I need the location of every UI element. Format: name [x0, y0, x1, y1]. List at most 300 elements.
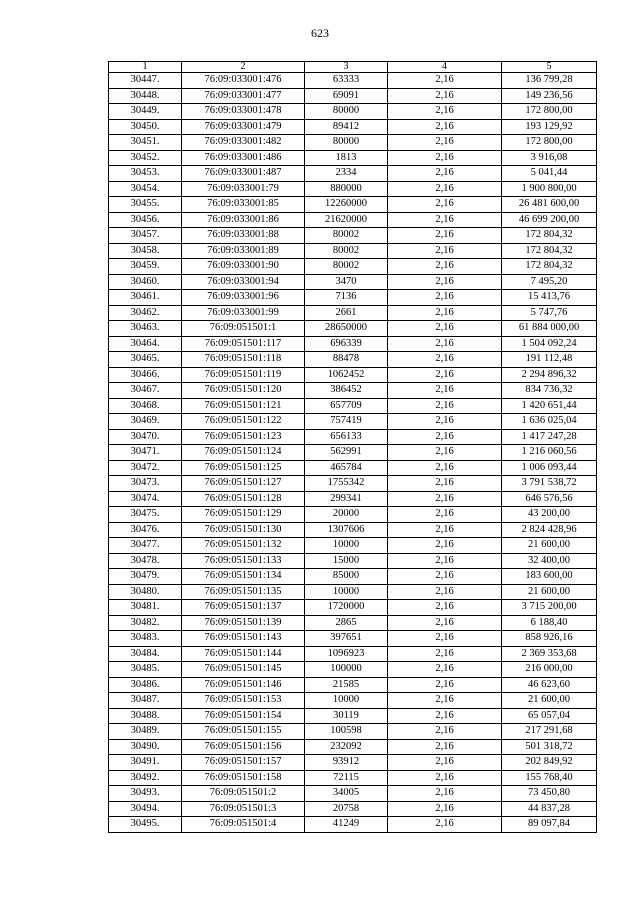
row-number-cell: 30475. [109, 507, 182, 523]
row-number-cell: 30479. [109, 569, 182, 585]
table-row [109, 445, 597, 461]
value-cell: 7 495,20 [502, 274, 597, 290]
rate-cell: 2,16 [388, 104, 502, 120]
area-cell: 757419 [305, 414, 388, 430]
row-number-cell: 30451. [109, 135, 182, 151]
rate-cell: 2,16 [388, 786, 502, 802]
column-header-5: 5 [502, 62, 597, 73]
row-number-cell: 30447. [109, 73, 182, 89]
row-number-cell: 30473. [109, 476, 182, 492]
cadastral-number-cell: 76:09:051501:130 [182, 522, 305, 538]
area-cell: 34005 [305, 786, 388, 802]
cadastral-number-cell: 76:09:033001:478 [182, 104, 305, 120]
row-number-cell: 30448. [109, 88, 182, 104]
area-cell: 41249 [305, 817, 388, 833]
rate-cell: 2,16 [388, 615, 502, 631]
cadastral-number-cell: 76:09:033001:79 [182, 181, 305, 197]
area-cell: 80002 [305, 259, 388, 275]
cadastral-number-cell: 76:09:051501:118 [182, 352, 305, 368]
cadastral-number-cell: 76:09:051501:156 [182, 739, 305, 755]
row-number-cell: 30460. [109, 274, 182, 290]
cadastral-number-cell: 76:09:051501:146 [182, 677, 305, 693]
row-number-cell: 30461. [109, 290, 182, 306]
row-number-cell: 30490. [109, 739, 182, 755]
table-row [109, 615, 597, 631]
area-cell: 100000 [305, 662, 388, 678]
area-cell: 20758 [305, 801, 388, 817]
area-cell: 10000 [305, 584, 388, 600]
value-cell: 44 837,28 [502, 801, 597, 817]
table-row [109, 646, 597, 662]
table-row [109, 398, 597, 414]
rate-cell: 2,16 [388, 228, 502, 244]
value-cell: 183 600,00 [502, 569, 597, 585]
value-cell: 172 804,32 [502, 243, 597, 259]
area-cell: 1307606 [305, 522, 388, 538]
rate-cell: 2,16 [388, 662, 502, 678]
value-cell: 136 799,28 [502, 73, 597, 89]
value-cell: 2 824 428,96 [502, 522, 597, 538]
area-cell: 80000 [305, 104, 388, 120]
rate-cell: 2,16 [388, 755, 502, 771]
table-row [109, 228, 597, 244]
row-number-cell: 30491. [109, 755, 182, 771]
table-row [109, 600, 597, 616]
row-number-cell: 30486. [109, 677, 182, 693]
value-cell: 1 216 060,56 [502, 445, 597, 461]
area-cell: 89412 [305, 119, 388, 135]
table-row [109, 786, 597, 802]
value-cell: 858 926,16 [502, 631, 597, 647]
table-row [109, 336, 597, 352]
area-cell: 28650000 [305, 321, 388, 337]
cadastral-number-cell: 76:09:051501:143 [182, 631, 305, 647]
table-row [109, 739, 597, 755]
row-number-cell: 30495. [109, 817, 182, 833]
table-row [109, 414, 597, 430]
row-number-cell: 30481. [109, 600, 182, 616]
table-row [109, 150, 597, 166]
row-number-cell: 30480. [109, 584, 182, 600]
area-cell: 657709 [305, 398, 388, 414]
rate-cell: 2,16 [388, 197, 502, 213]
table-row [109, 104, 597, 120]
area-cell: 1813 [305, 150, 388, 166]
table-row [109, 662, 597, 678]
value-cell: 155 768,40 [502, 770, 597, 786]
cadastral-number-cell: 76:09:051501:137 [182, 600, 305, 616]
area-cell: 880000 [305, 181, 388, 197]
value-cell: 217 291,68 [502, 724, 597, 740]
value-cell: 172 804,32 [502, 228, 597, 244]
cadastral-number-cell: 76:09:033001:85 [182, 197, 305, 213]
area-cell: 80002 [305, 228, 388, 244]
value-cell: 1 504 092,24 [502, 336, 597, 352]
value-cell: 21 600,00 [502, 584, 597, 600]
cadastral-number-cell: 76:09:033001:86 [182, 212, 305, 228]
row-number-cell: 30449. [109, 104, 182, 120]
cadastral-number-cell: 76:09:051501:124 [182, 445, 305, 461]
area-cell: 85000 [305, 569, 388, 585]
area-cell: 299341 [305, 491, 388, 507]
value-cell: 172 804,32 [502, 259, 597, 275]
table-row [109, 259, 597, 275]
table-row [109, 569, 597, 585]
value-cell: 5 747,76 [502, 305, 597, 321]
cadastral-number-cell: 76:09:051501:144 [182, 646, 305, 662]
row-number-cell: 30467. [109, 383, 182, 399]
rate-cell: 2,16 [388, 569, 502, 585]
cadastral-number-cell: 76:09:051501:1 [182, 321, 305, 337]
rate-cell: 2,16 [388, 166, 502, 182]
value-cell: 216 000,00 [502, 662, 597, 678]
rate-cell: 2,16 [388, 677, 502, 693]
rate-cell: 2,16 [388, 553, 502, 569]
cadastral-number-cell: 76:09:051501:139 [182, 615, 305, 631]
value-cell: 89 097,84 [502, 817, 597, 833]
row-number-cell: 30466. [109, 367, 182, 383]
rate-cell: 2,16 [388, 600, 502, 616]
rate-cell: 2,16 [388, 429, 502, 445]
rate-cell: 2,16 [388, 274, 502, 290]
table-row [109, 212, 597, 228]
row-number-cell: 30452. [109, 150, 182, 166]
area-cell: 88478 [305, 352, 388, 368]
cadastral-number-cell: 76:09:051501:123 [182, 429, 305, 445]
column-header-2: 2 [182, 62, 305, 73]
cadastral-number-cell: 76:09:033001:476 [182, 73, 305, 89]
table-row [109, 197, 597, 213]
area-cell: 2661 [305, 305, 388, 321]
value-cell: 5 041,44 [502, 166, 597, 182]
table-row [109, 801, 597, 817]
data-table [108, 61, 597, 833]
rate-cell: 2,16 [388, 259, 502, 275]
row-number-cell: 30469. [109, 414, 182, 430]
row-number-cell: 30488. [109, 708, 182, 724]
table-row [109, 181, 597, 197]
row-number-cell: 30489. [109, 724, 182, 740]
rate-cell: 2,16 [388, 724, 502, 740]
rate-cell: 2,16 [388, 290, 502, 306]
row-number-cell: 30468. [109, 398, 182, 414]
table-row [109, 538, 597, 554]
table-row [109, 677, 597, 693]
row-number-cell: 30476. [109, 522, 182, 538]
value-cell: 6 188,40 [502, 615, 597, 631]
value-cell: 149 236,56 [502, 88, 597, 104]
cadastral-number-cell: 76:09:033001:90 [182, 259, 305, 275]
rate-cell: 2,16 [388, 584, 502, 600]
value-cell: 2 369 353,68 [502, 646, 597, 662]
row-number-cell: 30477. [109, 538, 182, 554]
rate-cell: 2,16 [388, 522, 502, 538]
value-cell: 1 417 247,28 [502, 429, 597, 445]
row-number-cell: 30454. [109, 181, 182, 197]
row-number-cell: 30458. [109, 243, 182, 259]
row-number-cell: 30485. [109, 662, 182, 678]
cadastral-number-cell: 76:09:051501:145 [182, 662, 305, 678]
value-cell: 646 576,56 [502, 491, 597, 507]
rate-cell: 2,16 [388, 367, 502, 383]
value-cell: 61 884 000,00 [502, 321, 597, 337]
table-row [109, 724, 597, 740]
value-cell: 3 715 200,00 [502, 600, 597, 616]
area-cell: 1720000 [305, 600, 388, 616]
table-row [109, 305, 597, 321]
cadastral-number-cell: 76:09:051501:135 [182, 584, 305, 600]
table-row [109, 166, 597, 182]
rate-cell: 2,16 [388, 150, 502, 166]
area-cell: 30119 [305, 708, 388, 724]
value-cell: 26 481 600,00 [502, 197, 597, 213]
cadastral-number-cell: 76:09:033001:94 [182, 274, 305, 290]
rate-cell: 2,16 [388, 708, 502, 724]
table-row [109, 119, 597, 135]
value-cell: 202 849,92 [502, 755, 597, 771]
row-number-cell: 30484. [109, 646, 182, 662]
rate-cell: 2,16 [388, 181, 502, 197]
cadastral-number-cell: 76:09:051501:158 [182, 770, 305, 786]
rate-cell: 2,16 [388, 383, 502, 399]
rate-cell: 2,16 [388, 476, 502, 492]
cadastral-number-cell: 76:09:051501:129 [182, 507, 305, 523]
value-cell: 2 294 896,32 [502, 367, 597, 383]
area-cell: 7136 [305, 290, 388, 306]
value-cell: 191 112,48 [502, 352, 597, 368]
table-row [109, 367, 597, 383]
area-cell: 2865 [305, 615, 388, 631]
rate-cell: 2,16 [388, 352, 502, 368]
area-cell: 1755342 [305, 476, 388, 492]
area-cell: 386452 [305, 383, 388, 399]
cadastral-number-cell: 76:09:051501:132 [182, 538, 305, 554]
row-number-cell: 30492. [109, 770, 182, 786]
table-row [109, 290, 597, 306]
area-cell: 1062452 [305, 367, 388, 383]
value-cell: 21 600,00 [502, 538, 597, 554]
rate-cell: 2,16 [388, 321, 502, 337]
cadastral-number-cell: 76:09:051501:128 [182, 491, 305, 507]
value-cell: 15 413,76 [502, 290, 597, 306]
cadastral-number-cell: 76:09:051501:119 [182, 367, 305, 383]
cadastral-number-cell: 76:09:033001:89 [182, 243, 305, 259]
column-header-4: 4 [388, 62, 502, 73]
value-cell: 3 791 538,72 [502, 476, 597, 492]
cadastral-number-cell: 76:09:033001:482 [182, 135, 305, 151]
value-cell: 73 450,80 [502, 786, 597, 802]
area-cell: 21620000 [305, 212, 388, 228]
cadastral-number-cell: 76:09:033001:88 [182, 228, 305, 244]
cadastral-number-cell: 76:09:051501:4 [182, 817, 305, 833]
value-cell: 1 006 093,44 [502, 460, 597, 476]
area-cell: 15000 [305, 553, 388, 569]
rate-cell: 2,16 [388, 305, 502, 321]
column-header-1: 1 [109, 62, 182, 73]
table-row [109, 770, 597, 786]
rate-cell: 2,16 [388, 631, 502, 647]
cadastral-number-cell: 76:09:051501:127 [182, 476, 305, 492]
row-number-cell: 30455. [109, 197, 182, 213]
table-row [109, 460, 597, 476]
cadastral-number-cell: 76:09:051501:2 [182, 786, 305, 802]
row-number-cell: 30483. [109, 631, 182, 647]
rate-cell: 2,16 [388, 739, 502, 755]
value-cell: 172 800,00 [502, 135, 597, 151]
value-cell: 43 200,00 [502, 507, 597, 523]
table-row [109, 476, 597, 492]
area-cell: 69091 [305, 88, 388, 104]
rate-cell: 2,16 [388, 243, 502, 259]
table-row [109, 584, 597, 600]
table-row [109, 631, 597, 647]
rate-cell: 2,16 [388, 507, 502, 523]
table-row [109, 553, 597, 569]
rate-cell: 2,16 [388, 801, 502, 817]
cadastral-number-cell: 76:09:051501:122 [182, 414, 305, 430]
cadastral-number-cell: 76:09:051501:153 [182, 693, 305, 709]
cadastral-number-cell: 76:09:051501:133 [182, 553, 305, 569]
value-cell: 46 699 200,00 [502, 212, 597, 228]
rate-cell: 2,16 [388, 414, 502, 430]
table-row [109, 135, 597, 151]
row-number-cell: 30470. [109, 429, 182, 445]
table-body [109, 73, 597, 833]
cadastral-number-cell: 76:09:033001:96 [182, 290, 305, 306]
cadastral-number-cell: 76:09:033001:486 [182, 150, 305, 166]
table-row [109, 321, 597, 337]
table-row [109, 755, 597, 771]
rate-cell: 2,16 [388, 538, 502, 554]
row-number-cell: 30453. [109, 166, 182, 182]
table-row [109, 817, 597, 833]
table-row [109, 383, 597, 399]
row-number-cell: 30482. [109, 615, 182, 631]
area-cell: 20000 [305, 507, 388, 523]
rate-cell: 2,16 [388, 212, 502, 228]
cadastral-number-cell: 76:09:051501:121 [182, 398, 305, 414]
rate-cell: 2,16 [388, 770, 502, 786]
rate-cell: 2,16 [388, 398, 502, 414]
area-cell: 2334 [305, 166, 388, 182]
value-cell: 46 623,60 [502, 677, 597, 693]
cadastral-number-cell: 76:09:051501:117 [182, 336, 305, 352]
cadastral-number-cell: 76:09:033001:479 [182, 119, 305, 135]
area-cell: 80002 [305, 243, 388, 259]
table-row [109, 352, 597, 368]
table-row [109, 708, 597, 724]
cadastral-number-cell: 76:09:033001:487 [182, 166, 305, 182]
value-cell: 834 736,32 [502, 383, 597, 399]
value-cell: 1 420 651,44 [502, 398, 597, 414]
cadastral-number-cell: 76:09:033001:477 [182, 88, 305, 104]
rate-cell: 2,16 [388, 73, 502, 89]
row-number-cell: 30450. [109, 119, 182, 135]
area-cell: 1096923 [305, 646, 388, 662]
value-cell: 193 129,92 [502, 119, 597, 135]
value-cell: 32 400,00 [502, 553, 597, 569]
area-cell: 656133 [305, 429, 388, 445]
row-number-cell: 30494. [109, 801, 182, 817]
value-cell: 65 057,04 [502, 708, 597, 724]
area-cell: 10000 [305, 693, 388, 709]
table-header-row [109, 62, 597, 73]
cadastral-number-cell: 76:09:051501:157 [182, 755, 305, 771]
cadastral-number-cell: 76:09:051501:125 [182, 460, 305, 476]
row-number-cell: 30471. [109, 445, 182, 461]
row-number-cell: 30465. [109, 352, 182, 368]
area-cell: 12260000 [305, 197, 388, 213]
row-number-cell: 30463. [109, 321, 182, 337]
cadastral-number-cell: 76:09:051501:155 [182, 724, 305, 740]
table-row [109, 507, 597, 523]
row-number-cell: 30459. [109, 259, 182, 275]
rate-cell: 2,16 [388, 119, 502, 135]
value-cell: 172 800,00 [502, 104, 597, 120]
rate-cell: 2,16 [388, 135, 502, 151]
area-cell: 465784 [305, 460, 388, 476]
rate-cell: 2,16 [388, 646, 502, 662]
value-cell: 1 900 800,00 [502, 181, 597, 197]
cadastral-number-cell: 76:09:051501:154 [182, 708, 305, 724]
row-number-cell: 30478. [109, 553, 182, 569]
table-row [109, 522, 597, 538]
area-cell: 100598 [305, 724, 388, 740]
area-cell: 232092 [305, 739, 388, 755]
table-row [109, 274, 597, 290]
cadastral-number-cell: 76:09:033001:99 [182, 305, 305, 321]
area-cell: 696339 [305, 336, 388, 352]
rate-cell: 2,16 [388, 336, 502, 352]
rate-cell: 2,16 [388, 817, 502, 833]
area-cell: 80000 [305, 135, 388, 151]
table-row [109, 429, 597, 445]
row-number-cell: 30464. [109, 336, 182, 352]
page-number: 623 [311, 26, 329, 40]
value-cell: 1 636 025,04 [502, 414, 597, 430]
rate-cell: 2,16 [388, 460, 502, 476]
area-cell: 72115 [305, 770, 388, 786]
column-header-3: 3 [305, 62, 388, 73]
table-row [109, 243, 597, 259]
row-number-cell: 30457. [109, 228, 182, 244]
row-number-cell: 30462. [109, 305, 182, 321]
area-cell: 10000 [305, 538, 388, 554]
area-cell: 397651 [305, 631, 388, 647]
area-cell: 63333 [305, 73, 388, 89]
table-row [109, 693, 597, 709]
rate-cell: 2,16 [388, 88, 502, 104]
cadastral-number-cell: 76:09:051501:120 [182, 383, 305, 399]
row-number-cell: 30487. [109, 693, 182, 709]
area-cell: 21585 [305, 677, 388, 693]
table-row [109, 88, 597, 104]
cadastral-number-cell: 76:09:051501:134 [182, 569, 305, 585]
area-cell: 562991 [305, 445, 388, 461]
row-number-cell: 30472. [109, 460, 182, 476]
table-row [109, 73, 597, 89]
value-cell: 3 916,08 [502, 150, 597, 166]
rate-cell: 2,16 [388, 445, 502, 461]
row-number-cell: 30474. [109, 491, 182, 507]
area-cell: 93912 [305, 755, 388, 771]
value-cell: 501 318,72 [502, 739, 597, 755]
area-cell: 3470 [305, 274, 388, 290]
row-number-cell: 30493. [109, 786, 182, 802]
rate-cell: 2,16 [388, 491, 502, 507]
cadastral-number-cell: 76:09:051501:3 [182, 801, 305, 817]
value-cell: 21 600,00 [502, 693, 597, 709]
